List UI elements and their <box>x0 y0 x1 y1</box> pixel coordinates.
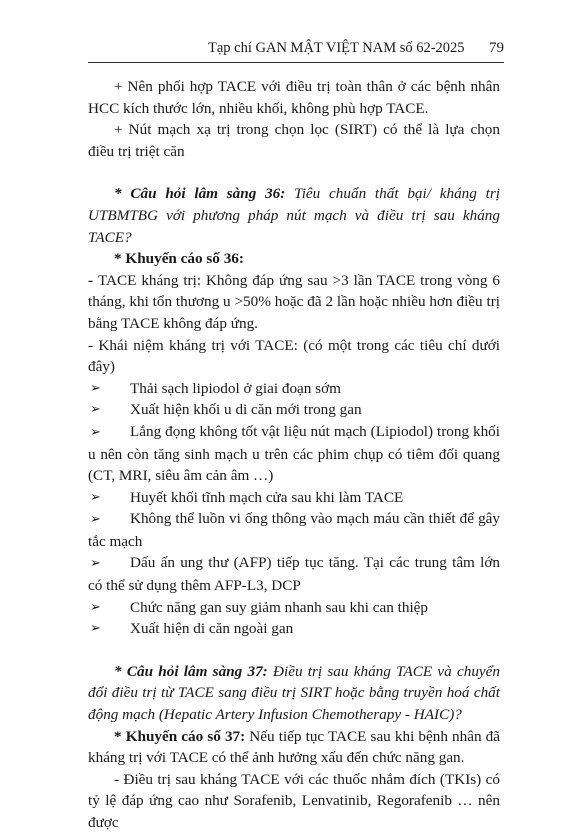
journal-title: Tạp chí GAN MẬT VIỆT NAM số 62-2025 <box>208 40 465 56</box>
question-37-label: * Câu hỏi lâm sàng 37: <box>114 662 268 680</box>
arrow-bullet-icon: ➢ <box>90 556 101 572</box>
criterion-item: ➢ Chức năng gan suy giảm nhanh sau khi can thiệp <box>88 597 500 619</box>
recommendation-36-item-1 <box>88 270 500 335</box>
page-number: 79 <box>489 40 504 56</box>
criterion-item: ➢ Lắng đọng không tốt vật liệu nút mạch (Lipiodol) trong khối u nên còn tăng sinh mạch u trên các phim chụp có tiêm đối quang (CT, MRI, siêu âm cản âm …) <box>88 422 500 485</box>
recommendation-37-text: Nếu tiếp tục TACE sau khi bệnh nhân đã kháng trị với TACE có thể ảnh hưởng xấu đến chức năng gan. <box>88 727 500 767</box>
question-36-label: * Câu hỏi lâm sàng 36: <box>114 185 286 203</box>
intro-paragraph-1: + Nên phối hợp TACE với điều trị toàn thân ở các bệnh nhân HCC kích thước lớn, nhiều khối, không phù hợp TACE. <box>88 78 500 117</box>
dash-marker: - <box>88 271 98 289</box>
criterion-item: ➢ Huyết khối tĩnh mạch cửa sau khi làm TACE <box>88 487 500 509</box>
question-37-text: Điều trị sau kháng TACE và chuyển đổi điều trị từ TACE sang điều trị SIRT hoặc bằng truyền hoá chất động mạch (Hepatic Artery Infusion Chemotherapy - HAIC)? <box>88 662 500 724</box>
criterion-item: ➢ Xuất hiện di căn ngoài gan <box>88 618 500 640</box>
arrow-bullet-icon: ➢ <box>90 424 101 440</box>
recommendation-36-label: * Khuyến cáo số 36: <box>114 250 244 268</box>
question-36-text: Tiêu chuẩn thất bại/ kháng trị UTBMTBG với phương pháp nút mạch và điều trị sau kháng TACE? <box>88 185 500 246</box>
arrow-bullet-icon: ➢ <box>90 489 101 505</box>
intro-paragraph-2: + Nút mạch xạ trị trong chọn lọc (SIRT) có thể là lựa chọn điều trị triệt căn <box>88 121 500 160</box>
criterion-item: ➢ Xuất hiện khối u di căn mới trong gan <box>88 399 500 421</box>
criterion-item: ➢ Dấu ấn ung thư (AFP) tiếp tục tăng. Tại các trung tâm lớn có thể sử dụng thêm AFP-L3, DCP <box>88 554 500 595</box>
recommendation-37 <box>88 726 500 769</box>
criterion-item: ➢ Không thể luồn vi ống thông vào mạch máu cần thiết để gây tắc mạch <box>88 510 500 550</box>
arrow-bullet-icon: ➢ <box>90 402 101 418</box>
recommendation-36-item-2: - Khái niệm kháng trị với TACE: (có một trong các tiêu chí dưới đây) <box>88 336 500 376</box>
clinical-question-37 <box>88 661 500 726</box>
arrow-bullet-icon: ➢ <box>90 621 101 637</box>
recommendation-36-text-1: TACE kháng trị: Không đáp ứng sau >3 lần TACE trong vòng 6 tháng, khi tổn thương u >50% hoặc đã 2 lần hoặc nhiều hơn điều trị bằng TACE không đáp ứng. <box>88 271 500 332</box>
recommendation-37-item-1: - Điều trị sau kháng TACE với các thuốc nhắm đích (TKIs) có tỷ lệ đáp ứng cao như Sorafenib, Lenvatinib, Regorafenib … nên được <box>88 770 500 831</box>
arrow-bullet-icon: ➢ <box>90 599 101 615</box>
recommendation-37-label: * Khuyến cáo số 37: <box>114 727 246 745</box>
running-header <box>88 40 504 63</box>
clinical-question-36 <box>88 183 500 248</box>
arrow-bullet-icon: ➢ <box>90 512 101 528</box>
page-body <box>88 76 500 834</box>
criterion-item: ➢ Thải sạch lipiodol ở giai đoạn sớm <box>88 378 500 400</box>
arrow-bullet-icon: ➢ <box>90 380 101 396</box>
